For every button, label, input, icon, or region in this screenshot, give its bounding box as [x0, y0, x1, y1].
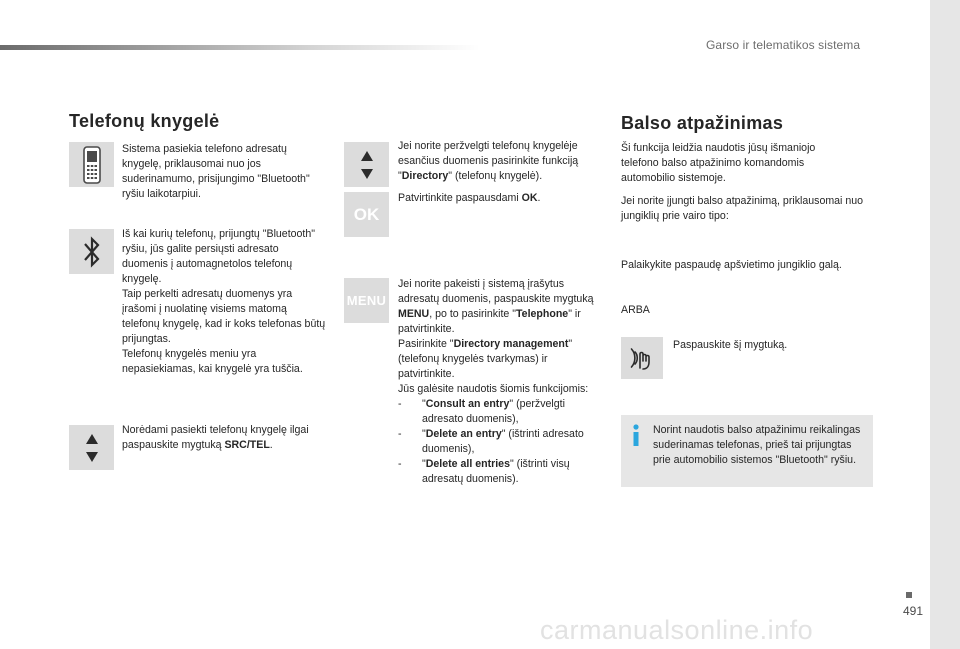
or-text: ARBA: [621, 304, 650, 316]
voice-icon-box: [621, 337, 663, 379]
menu-icon-box: [344, 278, 389, 323]
info-icon: [629, 424, 643, 446]
function-list: [398, 397, 600, 487]
delete-entry-label: Delete an entry: [425, 428, 502, 440]
up-down-arrows-icon: [358, 148, 376, 182]
page-number: 491: [903, 604, 924, 618]
directory-management-label: Directory management: [453, 338, 569, 350]
voice-intro: Ši funkcija leidžia naudotis jūsų išmaniojo telefono balso atpažinimo komandomis automobilio sistemoje.: [621, 142, 816, 184]
bluetooth-p-b: Taip perkelti adresatų duomenys yra įrašomi į nuolatinę visiems matomą telefonų knygelę, kad ir koks telefonas būtų prijungtas.: [122, 288, 326, 345]
list-item: [398, 397, 600, 427]
header-title: Garso ir telematikos sistema: [706, 38, 861, 52]
bluetooth-icon-box: [69, 229, 114, 274]
list-dash: -: [398, 458, 402, 470]
menu-text-post: " ir patvirtinkite.: [398, 308, 581, 335]
directory-text-post: " (telefonų knygelė).: [448, 170, 543, 182]
delete-all-entries-label: Delete all entries: [425, 458, 510, 470]
item-pre: ": [422, 458, 426, 470]
ok-label: OK: [521, 192, 538, 204]
directory-text: [398, 139, 598, 184]
item-pre: ": [422, 428, 426, 440]
mobile-phone-icon: [81, 146, 103, 184]
menu-p5: Jūs galėsite naudotis šiomis funkcijomis:: [398, 383, 589, 395]
directory-label: Directory: [401, 170, 449, 182]
voice-activate-text: Jei norite įjungti balso atpažinimą, priklausomai nuo jungiklių prie vairo tipo:: [621, 195, 864, 222]
voice-hold-text: Palaikykite paspaudę apšvietimo jungiklio galą.: [621, 259, 842, 271]
directory-text-pre: Jei norite peržvelgti telefonų knygelėje esančius duomenis pasirinkite funkciją ": [398, 140, 579, 182]
menu-p3: [398, 277, 600, 337]
ok-button-icon: OK: [353, 204, 380, 224]
menu-text-mid: , po to pasirinkite ": [429, 308, 516, 320]
ok-icon-box: [344, 192, 389, 237]
telephone-label: Telephone: [516, 308, 569, 320]
confirm-text-post: .: [537, 192, 541, 204]
confirm-text-pre: Patvirtinkite paspausdami: [398, 192, 522, 204]
bluetooth-p-c: Telefonų knygelės meniu yra nepasiekiamas, kai knygelė yra tuščia.: [122, 348, 303, 375]
right-margin-bar: [930, 0, 960, 649]
confirm-ok-text: [398, 191, 598, 206]
access-text-post: .: [269, 439, 273, 451]
list-dash: -: [398, 428, 402, 440]
updown-icon-box-mid: [344, 142, 389, 187]
consult-entry-label: Consult an entry: [425, 398, 510, 410]
phonebook-intro: Sistema pasiekia telefono adresatų knygelę, priklausomai nuo jos suderinamumo, prisijungimo "Bluetooth" ryšiu laikotarpiui.: [122, 143, 310, 200]
info-note-text: Norint naudotis balso atpažinimu reikalingas suderinamas telefonas, prieš tai prijungtas prie automobilio sistemos "Bluetooth" ryšiu.: [653, 424, 861, 466]
up-down-arrows-icon: [83, 431, 101, 465]
phonebook-access-text: [122, 423, 327, 453]
management-text-pre: Pasirinkite ": [398, 338, 454, 350]
access-text-pre: Norėdami pasiekti telefonų knygelę ilgai paspauskite mygtuką: [122, 424, 309, 451]
phonebook-title: Telefonų knygelė: [69, 111, 220, 131]
page-marker: [906, 592, 912, 598]
updown-icon-box-left: [69, 425, 114, 470]
bluetooth-icon: [83, 235, 101, 269]
list-dash: -: [398, 398, 402, 410]
item-pre: ": [422, 398, 426, 410]
list-item: [398, 457, 600, 487]
watermark: carmanualsonline.info: [540, 615, 814, 645]
list-item: [398, 427, 600, 457]
menu-text-pre: Jei norite pakeisti į sistemą įrašytus adresatų duomenis, paspauskite mygtuką: [398, 278, 594, 305]
management-text-post: " (telefonų knygelės tvarkymas) ir patvirtinkite.: [398, 338, 573, 380]
header-gradient-bar: [0, 45, 480, 50]
menu-button-icon: MENU: [346, 293, 387, 308]
menu-p4: [398, 337, 600, 382]
voice-command-icon: [626, 342, 658, 374]
item-post: " (ištrinti visų adresatų duomenis).: [422, 458, 570, 485]
menu-label: MENU: [398, 308, 430, 320]
directory-management-text: [398, 277, 600, 487]
phone-icon-box: [69, 142, 114, 187]
info-note-box: [621, 415, 873, 487]
voice-button-text: Paspauskite šį mygtuką.: [673, 339, 788, 351]
voice-recognition-title: Balso atpažinimas: [621, 113, 784, 133]
item-post: " (peržvelgti adresato duomenis),: [422, 398, 565, 425]
bluetooth-transfer-text: [122, 227, 327, 377]
src-tel-label: SRC/TEL: [224, 439, 270, 451]
item-post: " (ištrinti adresato duomenis),: [422, 428, 584, 455]
bluetooth-p-a: Iš kai kurių telefonų, prijungtų "Bluetooth" ryšiu, jūs galite persiųsti adresato duomenis į automagnetolos telefonų knygelę.: [122, 228, 316, 285]
